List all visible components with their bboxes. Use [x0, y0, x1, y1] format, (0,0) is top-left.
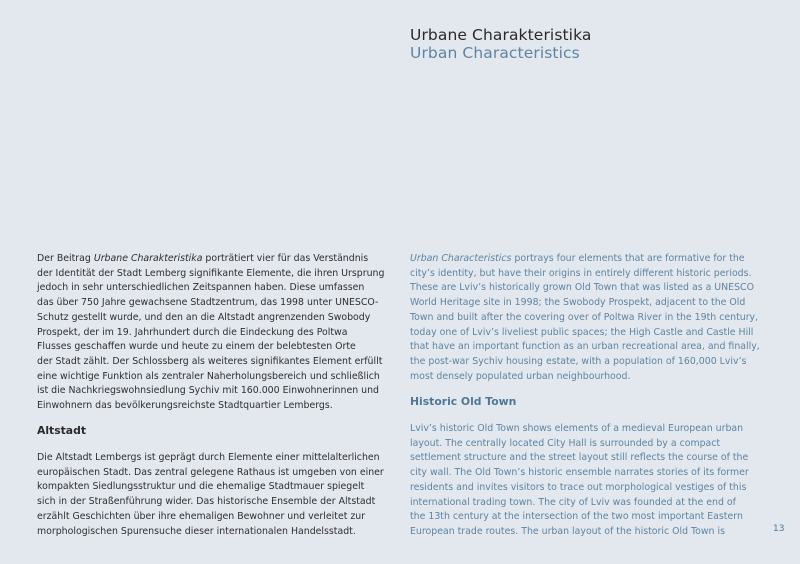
text-line: Urban Characteristics portrays four elements that are formative for the — [410, 253, 745, 264]
text-line: settlement structure and the street layout still reflects the course of the — [410, 452, 749, 464]
text-line: Der Beitrag Urbane Charakteristika porträtiert vier für das Verständnis — [37, 253, 369, 264]
text-line: most densely populated urban neighbourhood. — [410, 370, 631, 382]
text-line: der Identität der Stadt Lemberg signifikante Elemente, die ihren Ursprung — [37, 267, 385, 279]
text-line: Lviv’s historic Old Town shows elements of a medieval European urban — [410, 423, 744, 434]
text-line: europäischen Stadt. Das zentral gelegene Rathaus ist umgeben von einer — [37, 466, 384, 478]
english-section-paragraph — [410, 422, 749, 540]
text-line: residents and invites visitors to trace out morphological vestiges of this — [410, 481, 747, 493]
text-line: Town and built after the covering over of Poltwa River in the 19th century, — [410, 311, 759, 323]
text-line: Einwohnern das bevölkerungsreichste Stadtquartier Lembergs. — [37, 400, 333, 412]
page-title-german: Urbane Charakteristika — [410, 26, 592, 44]
text-line: Schutz gestellt wurde, und den an die Altstadt angrenzenden Swobody — [37, 311, 371, 323]
text-line: eine wichtige Funktion als zentraler Naherholungsbereich und schließlich — [37, 370, 380, 382]
text-line: World Heritage site in 1998; the Swobody Prospekt, adjacent to the Old — [410, 297, 746, 309]
text-line: the post-war Sychiv housing estate, with a population of 160,000 Lviv’s — [410, 355, 747, 367]
text-line: das über 750 Jahre gewachsene Stadtzentrum, das 1998 unter UNESCO- — [37, 297, 379, 309]
german-intro-paragraph — [37, 252, 384, 414]
text-line: layout. The centrally located City Hall is surrounded by a compact — [410, 437, 721, 449]
text-line: city’s identity, but have their origins in entirely different historic periods. — [410, 267, 752, 279]
text-line: sich in der Straßenführung wider. Das historische Ensemble der Altstadt — [37, 496, 376, 508]
german-section-heading: Altstadt — [37, 424, 86, 437]
english-section-heading: Historic Old Town — [410, 395, 517, 408]
text-line: Flusses geschaffen wurde und heute zu einem der belebtesten Orte — [37, 341, 356, 353]
german-section-paragraph — [37, 451, 384, 539]
text-line: These are Lviv’s historically grown Old Town that was listed as a UNESCO — [410, 282, 754, 294]
page-title-english: Urban Characteristics — [410, 44, 580, 62]
text-line: today one of Lviv’s liveliest public spaces; the High Castle and Castle Hill — [410, 326, 754, 338]
text-line: Die Altstadt Lembergs ist geprägt durch Elemente einer mittelalterlichen — [37, 452, 380, 463]
emphasized-title: Urbane Charakteristika — [93, 253, 203, 264]
page-number: 13 — [773, 524, 785, 534]
text-line: city wall. The Old Town’s historic ensemble narrates stories of its former — [410, 467, 749, 479]
text-line: kompakten Siedlungsstruktur und die ehemalige Stadtmauer spiegelt — [37, 481, 365, 493]
text-line: erzählt Geschichten über ihre ehemaligen Bewohner und verleitet zur — [37, 510, 366, 522]
text-line: morphologischen Spurensuche dieser internationalen Handelsstadt. — [37, 525, 356, 537]
text-line: Prospekt, der im 19. Jahrhundert durch die Eindeckung des Poltwa — [37, 326, 348, 338]
text-line: der Stadt zählt. Der Schlossberg als weiteres signifikantes Element erfüllt — [37, 355, 383, 367]
text-line: the 13th century at the intersection of the two most important Eastern — [410, 511, 743, 523]
emphasized-title: Urban Characteristics — [410, 253, 512, 264]
text-line: jedoch in sehr unterschiedlichen Zeitspannen haben. Diese umfassen — [37, 282, 365, 294]
text-line: ist die Nachkriegswohnsiedlung Sychiv mit 160.000 Einwohnerinnen und — [37, 385, 379, 397]
english-intro-paragraph — [410, 252, 760, 384]
text-line: that have an important function as an urban recreational area, and finally, — [410, 341, 760, 353]
text-line: international trading town. The city of Lviv was founded at the end of — [410, 496, 736, 508]
text-line: European trade routes. The urban layout of the historic Old Town is — [410, 525, 725, 537]
